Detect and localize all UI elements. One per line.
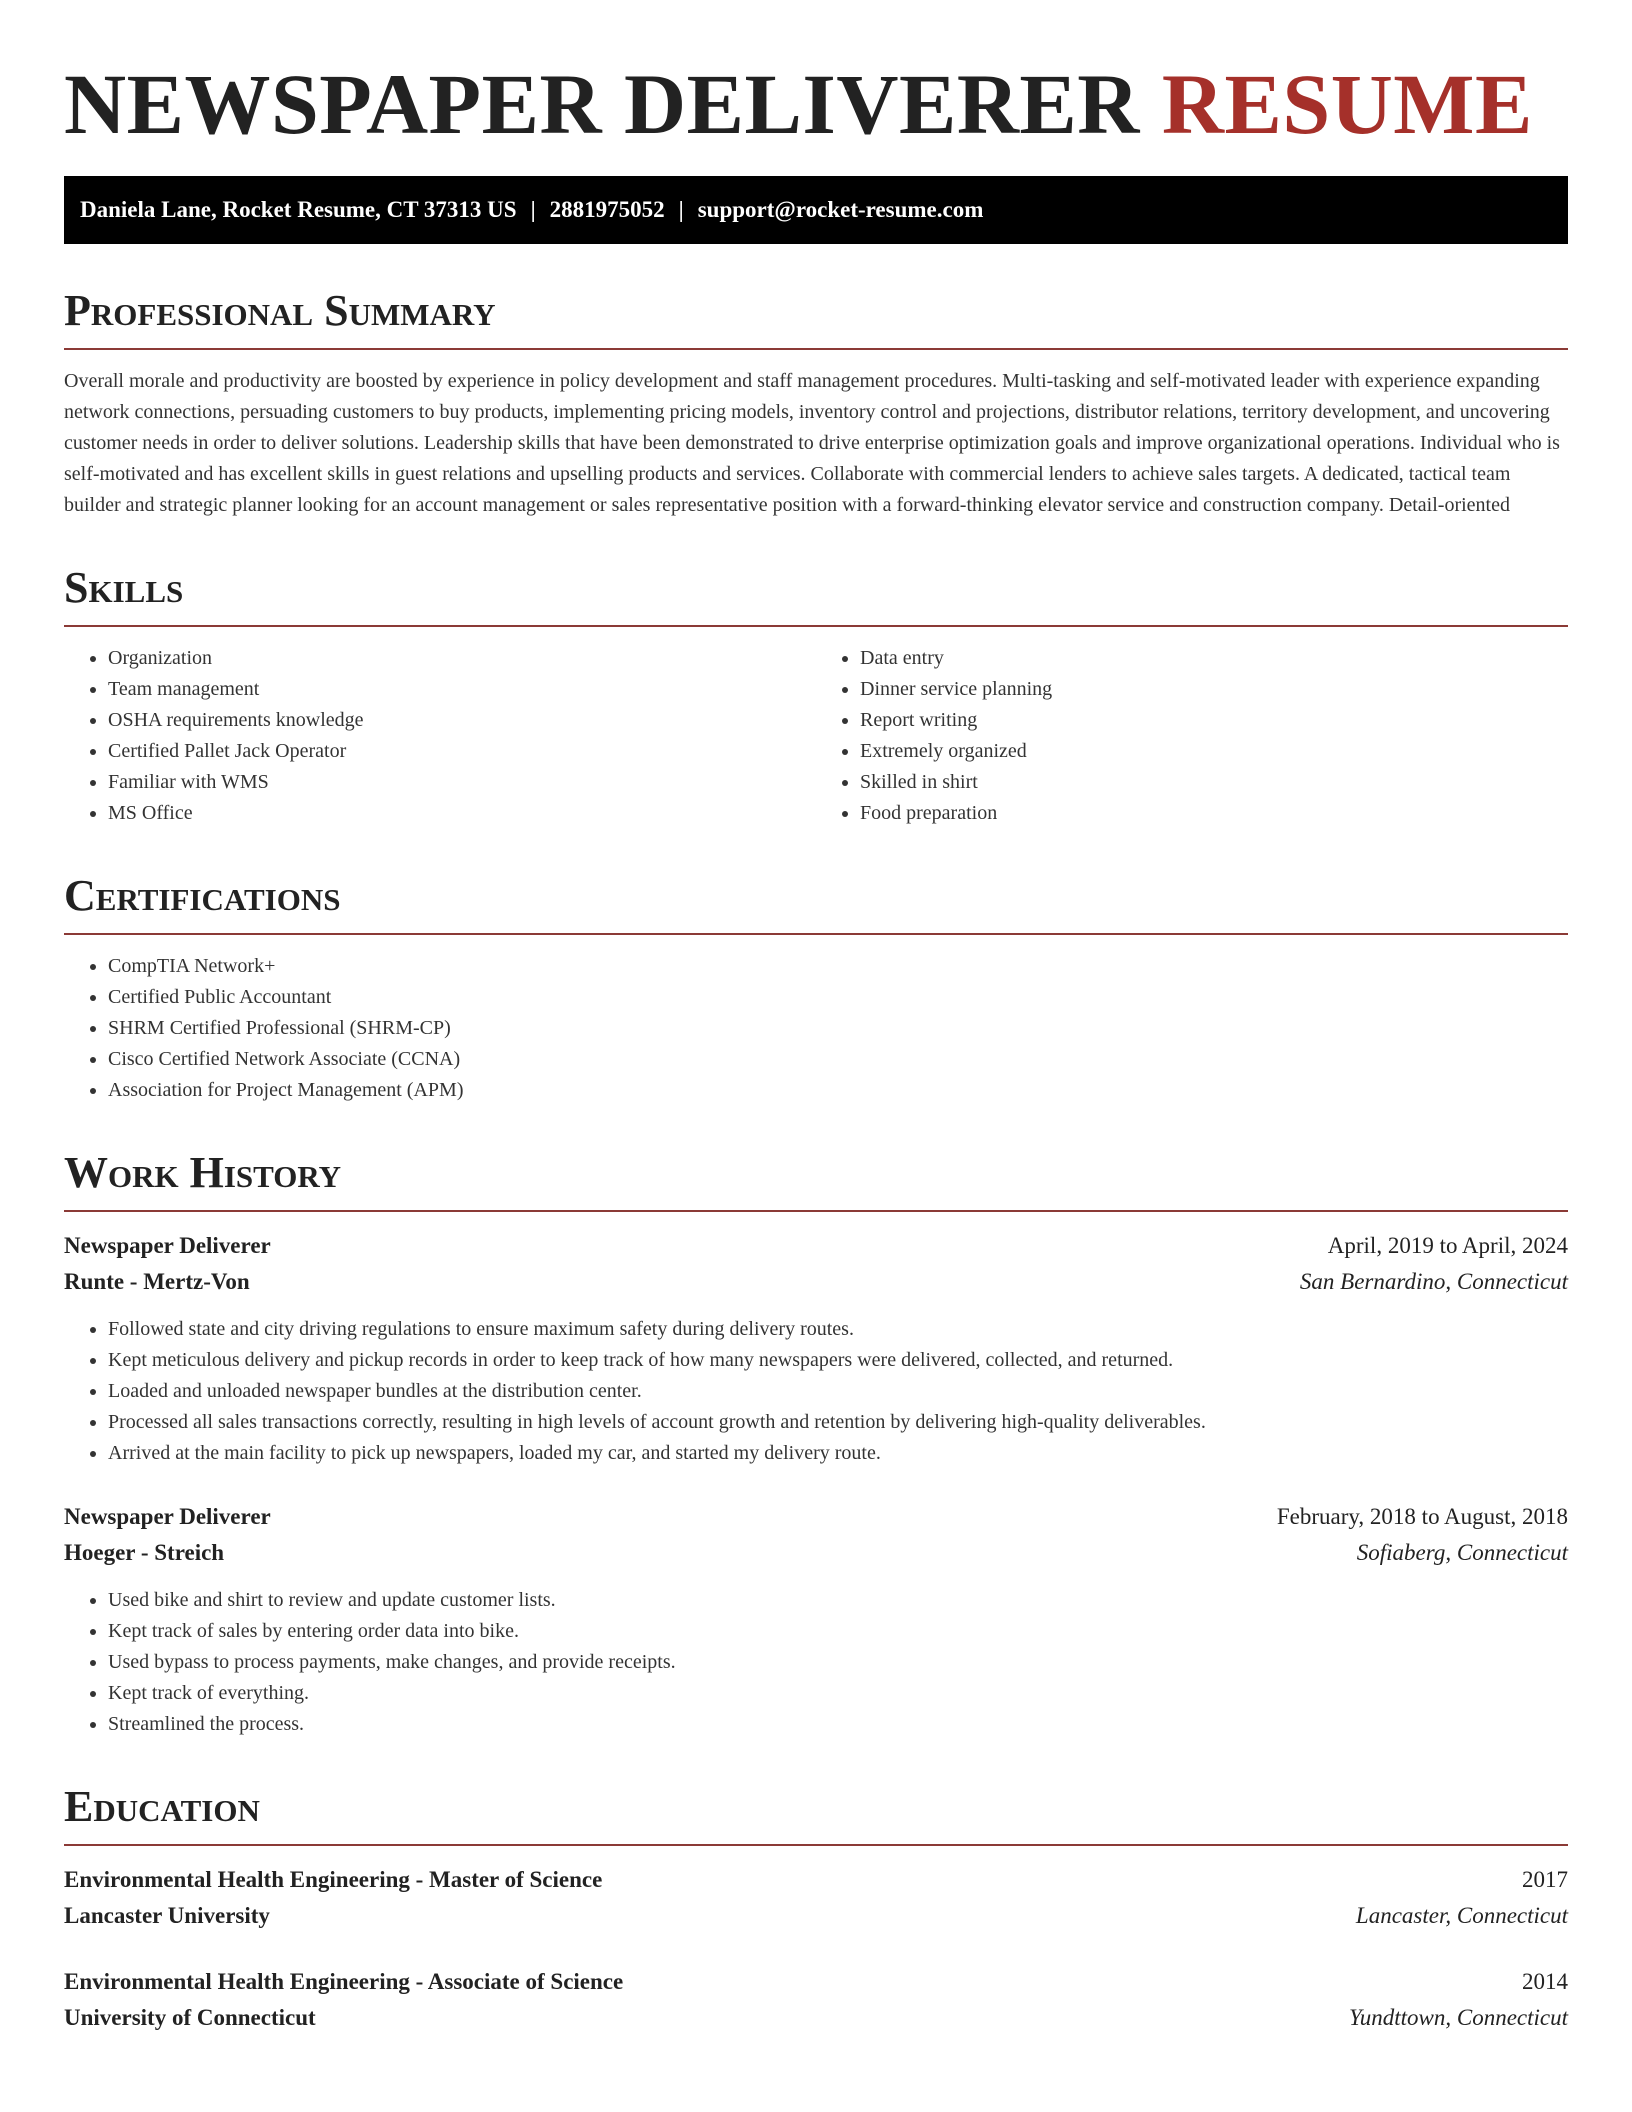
- summary-heading: Professional Summary: [64, 286, 1568, 350]
- education-degree: Environmental Health Engineering - Master of Science: [64, 1867, 603, 1892]
- resume-title: [64, 0, 1568, 176]
- job-duty: • Used bike and shirt to review and update customer lists.: [108, 1585, 1568, 1616]
- certifications-section: [64, 871, 1568, 1106]
- skills-heading: Skills: [64, 563, 1568, 627]
- certification-item: • Certified Public Accountant: [108, 982, 1568, 1013]
- job-duty: • Arrived at the main facility to pick up newspapers, loaded my car, and started my delivery route.: [108, 1438, 1568, 1469]
- education-location: Yundttown, Connecticut: [1349, 2005, 1568, 2030]
- skill-item: • Extremely organized: [860, 736, 1568, 767]
- certifications-heading: Certifications: [64, 871, 1568, 935]
- job-dates: February, 2018 to August, 2018: [1276, 1504, 1568, 1529]
- contact-bar: [64, 176, 1568, 244]
- contact-separator: |: [530, 197, 536, 222]
- job-duty: • Streamlined the process.: [108, 1709, 1568, 1740]
- job-entry: [64, 1228, 1568, 1469]
- contact-email: support@rocket-resume.com: [697, 197, 984, 222]
- skill-item: • Skilled in shirt: [860, 767, 1568, 798]
- job-duty: • Kept meticulous delivery and pickup records in order to keep track of how many newspapers were delivered, collected, and returned.: [108, 1345, 1568, 1376]
- job-dates: April, 2019 to April, 2024: [1327, 1233, 1568, 1258]
- job-duty: • Kept track of everything.: [108, 1678, 1568, 1709]
- skill-item: • Familiar with WMS: [108, 767, 816, 798]
- certification-item: • CompTIA Network+: [108, 951, 1568, 982]
- skill-item: • OSHA requirements knowledge: [108, 705, 816, 736]
- skill-item: • Report writing: [860, 705, 1568, 736]
- certifications-list: [64, 951, 1568, 1106]
- work-history-heading: Work History: [64, 1148, 1568, 1212]
- contact-phone: 2881975052: [549, 197, 665, 222]
- skill-item: • Team management: [108, 674, 816, 705]
- title-main: NEWSPAPER DELIVERER: [64, 56, 1140, 152]
- work-history-section: [64, 1148, 1568, 1740]
- skills-left-list: [64, 643, 816, 829]
- skill-item: • Organization: [108, 643, 816, 674]
- skill-item: • Certified Pallet Jack Operator: [108, 736, 816, 767]
- education-entry: [64, 1964, 1568, 2036]
- job-title: Newspaper Deliverer: [64, 1504, 271, 1529]
- certification-item: • Association for Project Management (APM): [108, 1075, 1568, 1106]
- certification-item: • Cisco Certified Network Associate (CCNA): [108, 1044, 1568, 1075]
- education-year: 2017: [1522, 1867, 1568, 1892]
- skill-item: • Dinner service planning: [860, 674, 1568, 705]
- job-location: Sofiaberg, Connecticut: [1356, 1540, 1568, 1565]
- job-duty: • Used bypass to process payments, make changes, and provide receipts.: [108, 1647, 1568, 1678]
- job-duty: • Loaded and unloaded newspaper bundles at the distribution center.: [108, 1376, 1568, 1407]
- job-duties-list: [64, 1585, 1568, 1740]
- summary-section: [64, 286, 1568, 521]
- job-duty: • Processed all sales transactions correctly, resulting in high levels of account growth and retention by delivering high-quality deliverables.: [108, 1407, 1568, 1438]
- education-location: Lancaster, Connecticut: [1355, 1903, 1568, 1928]
- contact-separator: |: [678, 197, 684, 222]
- skills-right-list: [816, 643, 1568, 829]
- job-entry: [64, 1499, 1568, 1740]
- job-location: San Bernardino, Connecticut: [1299, 1269, 1568, 1294]
- job-title: Newspaper Deliverer: [64, 1233, 271, 1258]
- education-heading: Education: [64, 1782, 1568, 1846]
- education-degree: Environmental Health Engineering - Associate of Science: [64, 1969, 624, 1994]
- job-duty: • Followed state and city driving regulations to ensure maximum safety during delivery routes.: [108, 1314, 1568, 1345]
- certification-item: • SHRM Certified Professional (SHRM-CP): [108, 1013, 1568, 1044]
- skills-section: [64, 563, 1568, 829]
- contact-address: Daniela Lane, Rocket Resume, CT 37313 US: [80, 197, 517, 222]
- skill-item: • MS Office: [108, 798, 816, 829]
- education-entry: [64, 1862, 1568, 1934]
- education-section: [64, 1782, 1568, 2036]
- summary-text: Overall morale and productivity are boosted by experience in policy development and staff management procedures. Multi-tasking and self-motivated leader with experience expanding network connections, persuading customers to buy products, implementing pricing models, inventory control and projections, distributor relations, territory development, and uncovering customer needs in order to deliver solutions. Leadership skills that have been demonstrated to drive enterprise optimization goals and improve organizational operations. Individual who is self-motivated and has excellent skills in guest relations and upselling products and services. Collaborate with commercial lenders to achieve sales targets. A dedicated, tactical team builder and strategic planner looking for an account management or sales representative position with a forward-thinking elevator service and construction company. Detail-oriented: [64, 370, 1560, 516]
- title-accent: RESUME: [1161, 56, 1533, 152]
- education-school: Lancaster University: [64, 1903, 270, 1928]
- skill-item: • Data entry: [860, 643, 1568, 674]
- education-school: University of Connecticut: [64, 2005, 316, 2030]
- skill-item: • Food preparation: [860, 798, 1568, 829]
- education-year: 2014: [1522, 1969, 1568, 1994]
- job-duties-list: [64, 1314, 1568, 1469]
- job-duty: • Kept track of sales by entering order data into bike.: [108, 1616, 1568, 1647]
- job-company: Hoeger - Streich: [64, 1540, 225, 1565]
- job-company: Runte - Mertz-Von: [64, 1269, 250, 1294]
